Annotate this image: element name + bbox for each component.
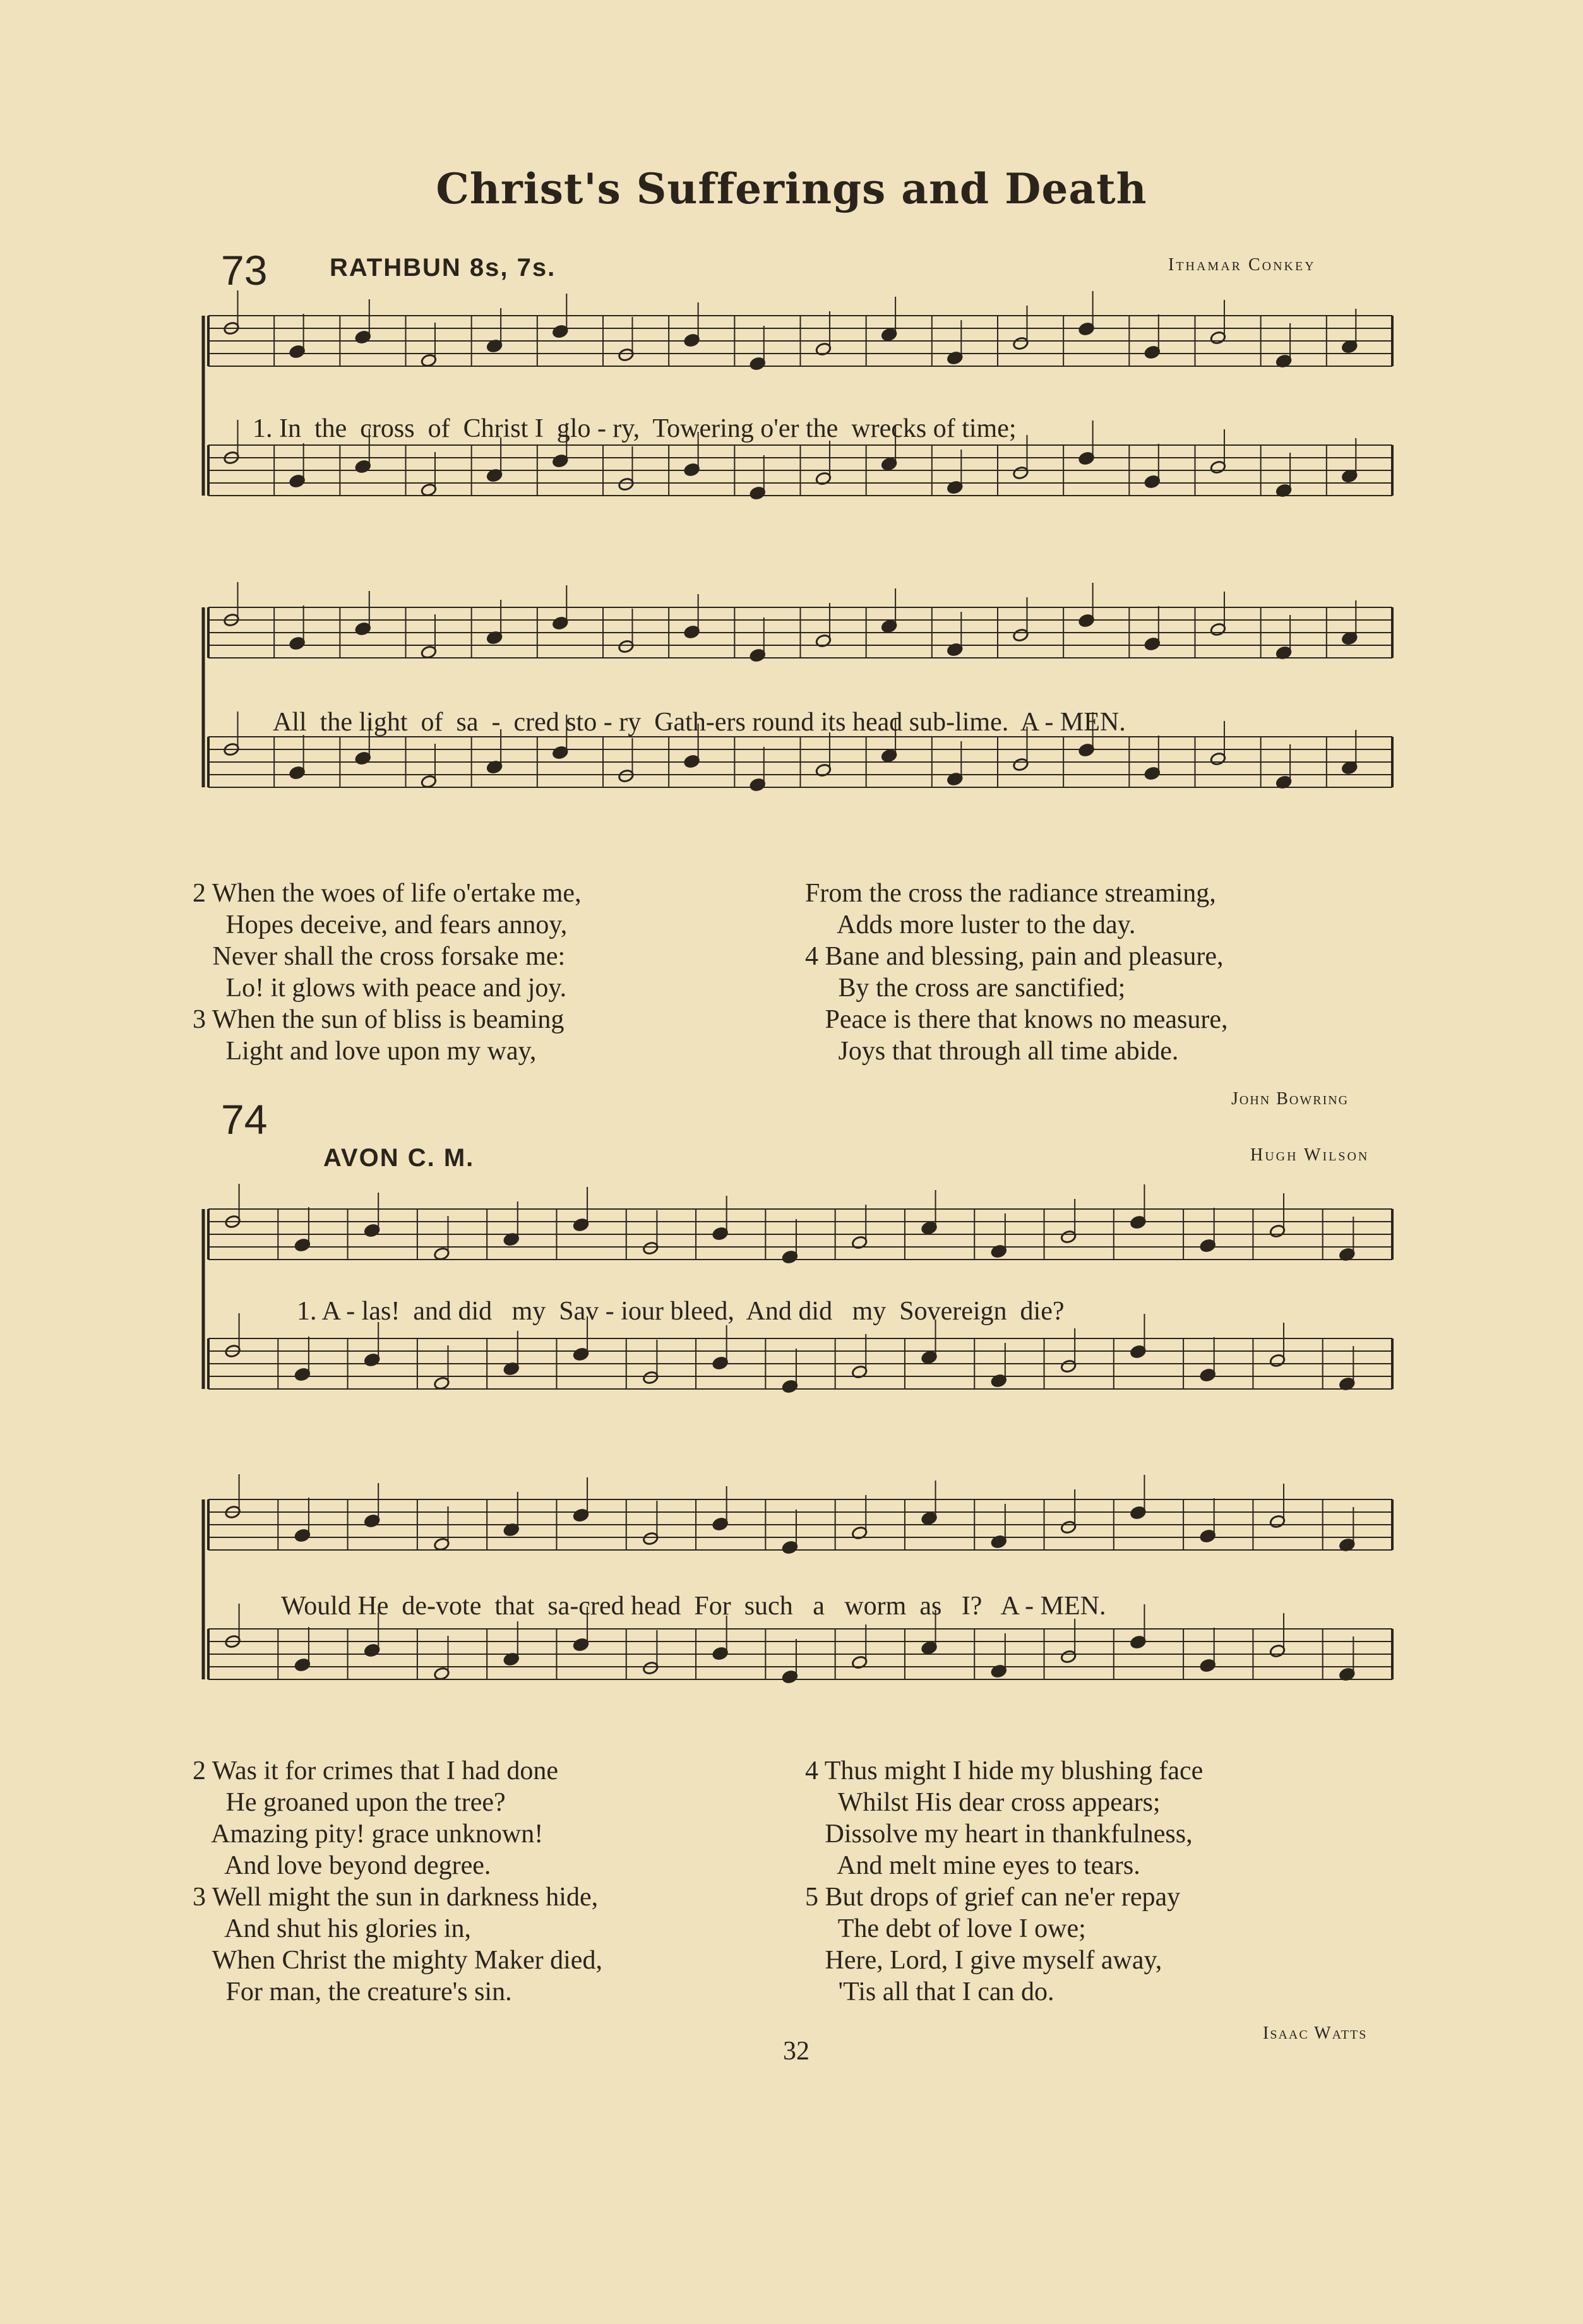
hymn-73-tune: RATHBUN 8s, 7s. (330, 254, 556, 282)
hymn-74-lyric-line-1: 1. A - las! and did my Sav - iour bleed, And did my Sovereign die? (297, 1297, 1065, 1326)
hymn-73-lyric-line-2: All the light of sa - cred sto - ry Gath-ers round its head sub-lime. A - MEN. (273, 708, 1126, 737)
hymn-74-author: Isaac Watts (1263, 2023, 1368, 2043)
hymn-73-verses-left: 2 When the woes of life o'ertake me, Hopes deceive, and fears annoy, Never shall the cross forsake me: Lo! it glows with peace and joy. 3 When the sun of bliss is beaming Light and love upon my way, (193, 879, 582, 1066)
hymn-74-number: 74 (221, 1096, 268, 1143)
hymn-73-lyric-line-1: 1. In the cross of Christ I glo - ry, Towering o'er the wrecks of time; (253, 414, 1017, 443)
hymn-74-verses-right: 4 Thus might I hide my blushing face Whilst His dear cross appears; Dissolve my heart in thankfulness, And melt mine eyes to tears. 5 But drops of grief can ne'er repay The debt of love I owe; Here, Lord, I give myself away, 'Tis all that I can do. (805, 1756, 1204, 2006)
hymn-74-tune: AVON C. M. (323, 1144, 475, 1172)
page-number: 32 (783, 2037, 809, 2066)
hymn-73-composer: Ithamar Conkey (1168, 255, 1316, 275)
hymn-73-number: 73 (221, 247, 268, 294)
section-title: Christ's Sufferings and Death (436, 164, 1147, 213)
hymn-73-verses-right: From the cross the radiance streaming, Adds more luster to the day. 4 Bane and blessing, pain and pleasure, By the cross are sanctified; Peace is there that knows no measure, Joys that through all time abide. (805, 879, 1228, 1066)
hymn-74-verses-left: 2 Was it for crimes that I had done He groaned upon the tree? Amazing pity! grace unknown! And love beyond degree. 3 Well might the sun in darkness hide, And shut his glories in, When Christ the mighty Maker died, For man, the creature's sin. (193, 1756, 602, 2006)
hymn-74-lyric-line-2: Would He de-vote that sa-cred head For such a worm as I? A - MEN. (281, 1592, 1106, 1621)
hymn-74-composer: Hugh Wilson (1250, 1145, 1370, 1165)
hymn-73-author: John Bowring (1231, 1089, 1349, 1109)
